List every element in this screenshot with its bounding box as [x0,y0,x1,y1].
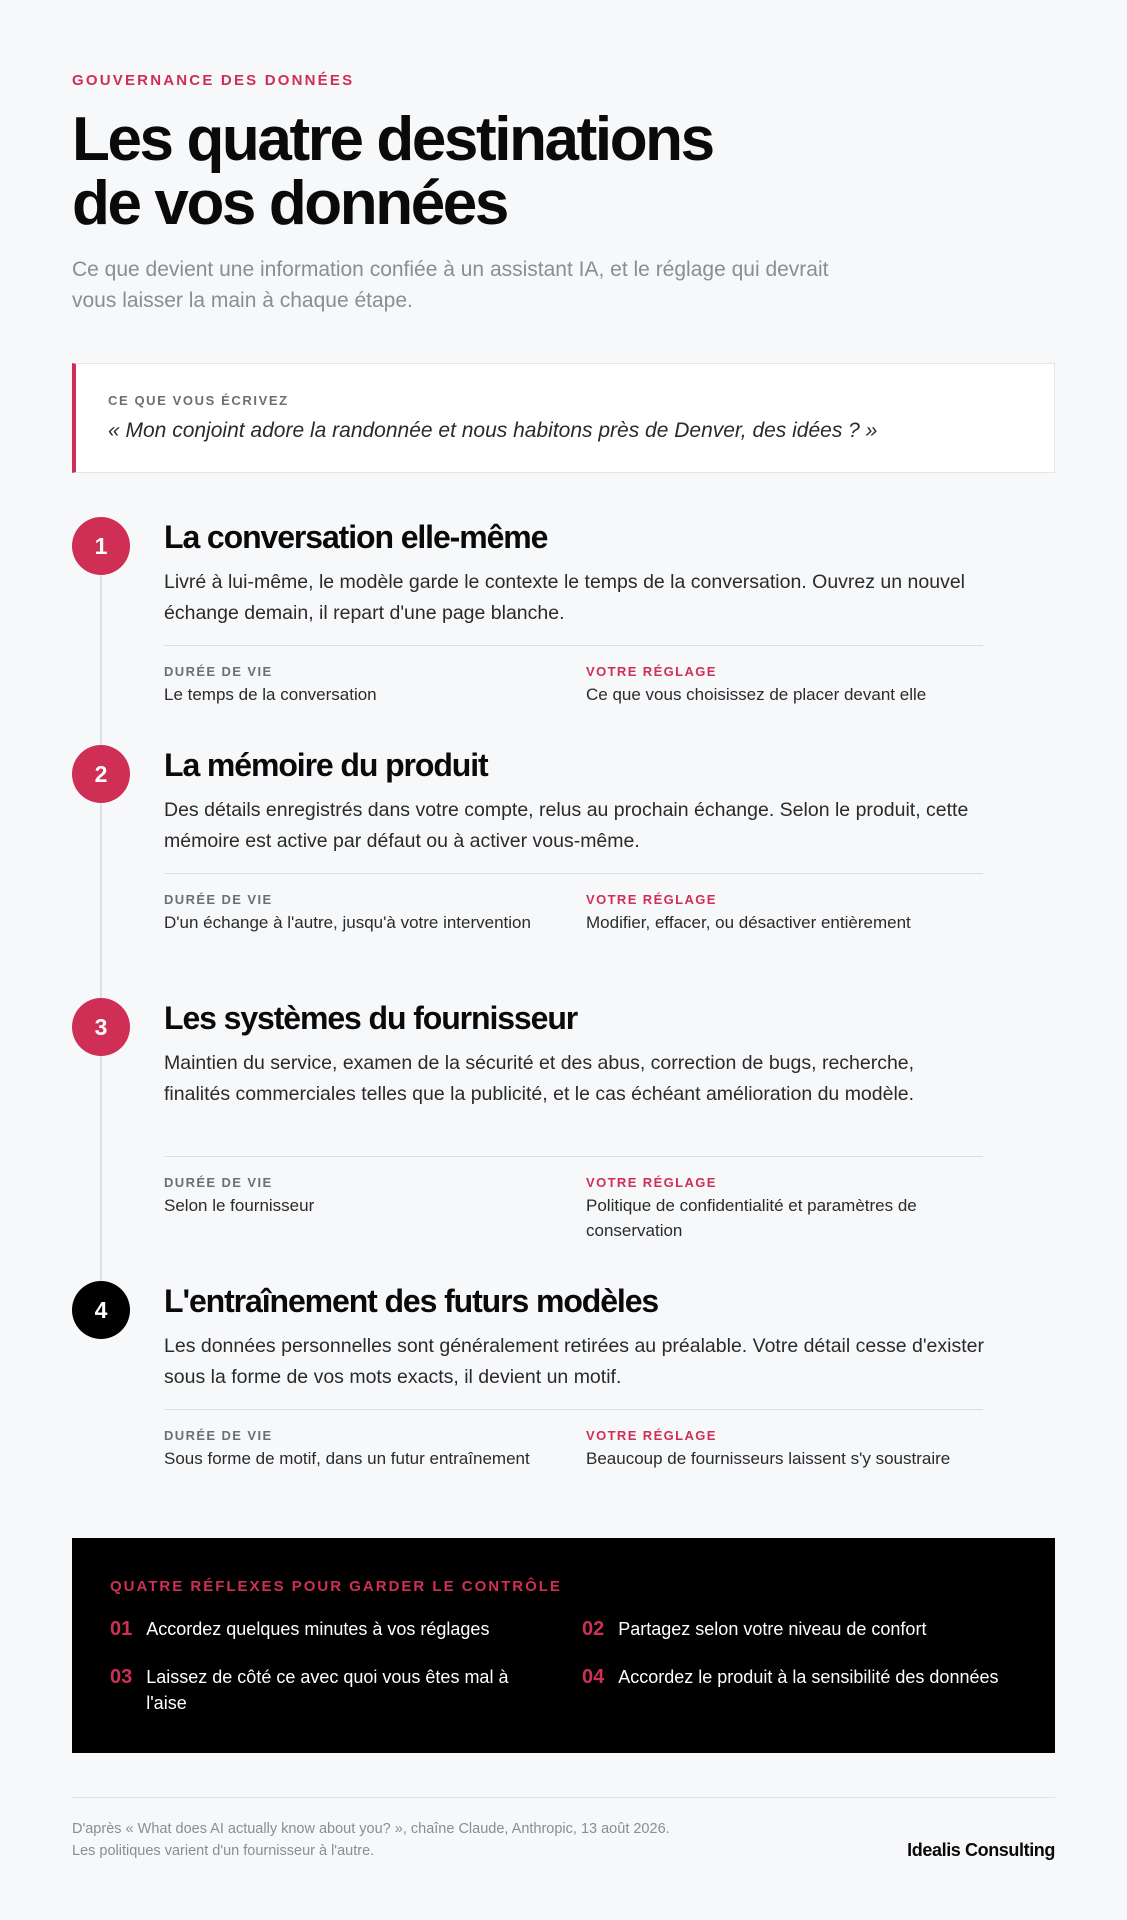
duration-value: Sous forme de motif, dans un futur entraînement [164,1449,530,1468]
duration-label: DURÉE DE VIE [164,664,273,679]
quote-box [72,363,1055,473]
reflex-text: Laissez de côté ce avec quoi vous êtes mal à l'aise [146,1667,509,1713]
step-title: Les systèmes du fournisseur [164,1000,578,1036]
reflex-item [582,1664,1012,1690]
step-body: Maintien du service, examen de la sécurité et des abus, correction de bugs, recherche, finalités commerciales telles que la publicité, et le cas échéant amélioration du modèle. [164,1052,915,1105]
step-title: La conversation elle-même [164,519,548,555]
step-number-badge: 2 [72,745,130,803]
setting-label: VOTRE RÉGLAGE [586,892,717,907]
reflex-item [582,1616,1012,1642]
reflex-text: Accordez le produit à la sensibilité des données [618,1667,999,1687]
reflex-number: 01 [110,1618,133,1640]
step-body: Des détails enregistrés dans votre compte, relus au prochain échange. Selon le produit, cette mémoire est active par défaut ou à activer vous-même. [164,799,969,852]
step-divider [164,645,983,646]
duration-value: Le temps de la conversation [164,685,377,704]
reflexes-title: QUATRE RÉFLEXES POUR GARDER LE CONTRÔLE [110,1578,562,1595]
reflex-number: 02 [582,1618,605,1640]
setting-value: Ce que vous choisissez de placer devant elle [586,685,927,704]
brand-name: Idealis Consulting [907,1840,1055,1860]
step-divider [164,1409,983,1410]
title-line-1: Les quatre destinations [72,105,713,174]
reflexes-panel [72,1538,1055,1753]
step-divider [164,1156,983,1157]
page-title [72,105,772,238]
timeline-line [100,546,102,1306]
step-number-badge: 1 [72,517,130,575]
step-body: Livré à lui-même, le modèle garde le contexte le temps de la conversation. Ouvrez un nouvel échange demain, il repart d'une page blanche. [164,571,966,624]
duration-label: DURÉE DE VIE [164,1175,273,1190]
step-number-badge: 3 [72,998,130,1056]
eyebrow: GOUVERNANCE DES DONNÉES [72,72,355,89]
title-line-2: de vos données [72,169,507,238]
setting-value: Politique de confidentialité et paramètres de conservation [586,1196,917,1240]
setting-label: VOTRE RÉGLAGE [586,664,717,679]
step-title: La mémoire du produit [164,747,488,783]
footer-note: Les politiques varient d'un fournisseur à l'autre. [72,1843,375,1859]
reflex-number: 03 [110,1666,133,1688]
step-divider [164,873,983,874]
duration-value: D'un échange à l'autre, jusqu'à votre intervention [164,913,531,932]
setting-label: VOTRE RÉGLAGE [586,1428,717,1443]
reflex-text: Accordez quelques minutes à vos réglages [146,1619,490,1639]
footer-divider [72,1797,1055,1798]
quote-label: CE QUE VOUS ÉCRIVEZ [108,393,289,408]
quote-text: « Mon conjoint adore la randonnée et nous habitons près de Denver, des idées ? » [108,419,878,442]
step-number-badge: 4 [72,1281,130,1339]
reflex-item [110,1664,540,1716]
duration-label: DURÉE DE VIE [164,892,273,907]
reflex-item [110,1616,540,1642]
step-body: Les données personnelles sont généralement retirées au préalable. Votre détail cesse d'exister sous la forme de vos mots exacts, il devient un motif. [164,1335,984,1388]
step-title: L'entraînement des futurs modèles [164,1283,659,1319]
setting-value: Modifier, effacer, ou désactiver entièrement [586,913,911,932]
setting-value: Beaucoup de fournisseurs laissent s'y soustraire [586,1449,951,1468]
duration-label: DURÉE DE VIE [164,1428,273,1443]
reflex-number: 04 [582,1666,605,1688]
subtitle: Ce que devient une information confiée à un assistant IA, et le réglage qui devrait vous laisser la main à chaque étape. [72,258,829,312]
duration-value: Selon le fournisseur [164,1196,315,1215]
footer-source: D'après « What does AI actually know about you? », chaîne Claude, Anthropic, 13 août 2026. [72,1821,670,1837]
reflex-text: Partagez selon votre niveau de confort [618,1619,927,1639]
setting-label: VOTRE RÉGLAGE [586,1175,717,1190]
